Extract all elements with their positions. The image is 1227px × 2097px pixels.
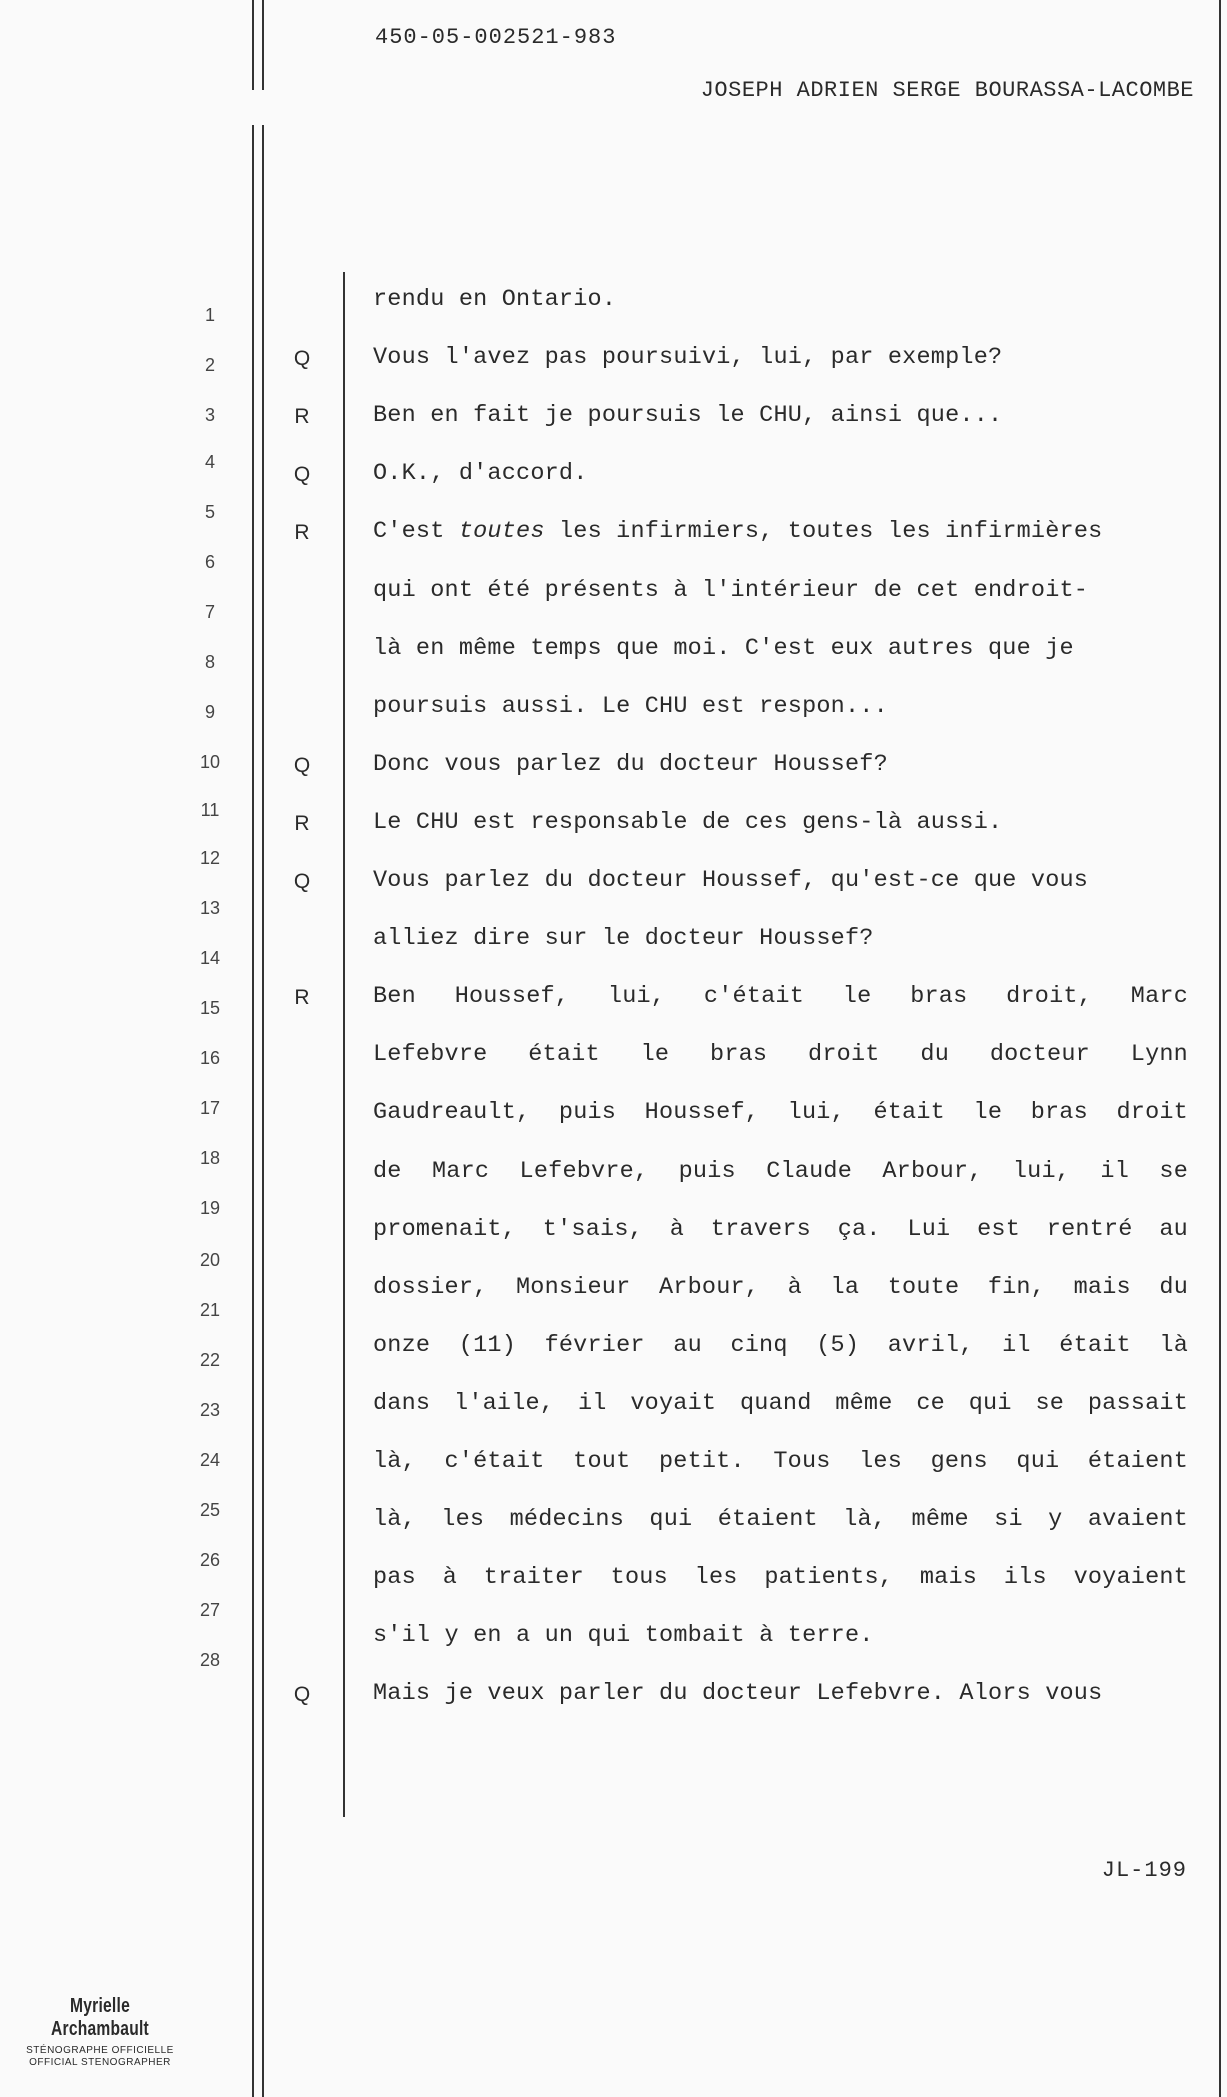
line-number: 2 [204,355,215,375]
transcript-line: poursuis aussi. Le CHU est respon... [373,693,888,720]
line-number: 25 [199,1500,221,1520]
line-number: 13 [199,898,221,918]
margin-rule-left-b [262,0,264,90]
transcript-line: Vous parlez du docteur Houssef, qu'est-ce que vous [373,867,1089,894]
transcript-line: dossier, Monsieur Arbour, à la toute fin, mais du [373,1274,1188,1301]
line-number: 19 [199,1198,221,1218]
transcript-emphasis: toutes [458,518,545,545]
line-number: 3 [204,405,215,425]
line-number: 12 [199,848,221,868]
transcript-line: Vous l'avez pas poursuivi, lui, par exemple? [373,344,1003,371]
transcript-line: Donc vous parlez du docteur Houssef? [373,751,888,778]
line-number: 10 [199,752,221,772]
line-number: 1 [204,305,215,325]
line-number: 23 [199,1400,221,1420]
stenographer-stamp [0,1995,200,2068]
line-number: 17 [199,1098,221,1118]
line-number: 26 [199,1550,221,1570]
line-number: 5 [204,502,215,522]
speaker-marker: Q [293,754,311,777]
speaker-marker: R [294,521,310,544]
transcript-text: les infirmiers, toutes les infirmières [544,518,1103,545]
right-margin-rule [1219,0,1221,2097]
transcript-line: promenait, t'sais, à travers ça. Lui est rentré au [373,1216,1188,1243]
transcript-line: rendu en Ontario. [373,286,617,313]
line-number: 18 [199,1148,221,1168]
transcript-line: là, les médecins qui étaient là, même si y avaient [373,1506,1188,1533]
speaker-marker: Q [293,870,311,893]
transcript-line [373,518,1188,545]
speaker-marker: R [294,405,310,428]
transcript-line: de Marc Lefebvre, puis Claude Arbour, lui, il se [373,1158,1188,1185]
transcript-line: là en même temps que moi. C'est eux autres que je [373,635,1074,662]
transcript-line: Ben en fait je poursuis le CHU, ainsi que... [373,402,1003,429]
qr-column-rule [343,272,345,1817]
transcript-line: Lefebvre était le bras droit du docteur Lynn [373,1041,1188,1068]
line-number: 22 [199,1350,221,1370]
speaker-marker: R [294,812,310,835]
margin-rule-left-a [252,0,254,90]
line-number: 16 [199,1048,221,1068]
speaker-marker: Q [293,1683,311,1706]
witness-name: JOSEPH ADRIEN SERGE BOURASSA-LACOMBE [700,78,1194,103]
line-number: 14 [199,948,221,968]
line-number: 9 [204,702,215,722]
transcript-line: s'il y en a un qui tombait à terre. [373,1622,874,1649]
page-reference: JL-199 [1101,1858,1187,1883]
transcript-line: Le CHU est responsable de ces gens-là aussi. [373,809,1003,836]
transcript-line: onze (11) février au cinq (5) avril, il était là [373,1332,1188,1359]
case-number: 450-05-002521-983 [375,25,617,50]
line-number: 11 [200,800,220,820]
line-number: 6 [204,552,215,572]
transcript-text: C'est [373,518,459,545]
margin-rule-left-c [252,125,254,2097]
speaker-marker: R [294,986,310,1009]
transcript-line: qui ont été présents à l'intérieur de cet endroit- [373,577,1089,604]
transcript-line: dans l'aile, il voyait quand même ce qui se passait [373,1390,1188,1417]
line-number: 21 [199,1300,221,1320]
transcript-line: O.K., d'accord. [373,460,588,487]
margin-rule-left-d [262,125,264,2097]
transcript-line: Gaudreault, puis Houssef, lui, était le bras droit [373,1099,1188,1126]
transcript-line: pas à traiter tous les patients, mais ils voyaient [373,1564,1188,1591]
speaker-marker: Q [293,347,311,370]
line-number: 20 [199,1250,221,1270]
stenographer-title-en: OFFICIAL STENOGRAPHER [29,2057,171,2068]
stenographer-title-fr: STÉNOGRAPHE OFFICIELLE [26,2045,174,2056]
transcript-line: là, c'était tout petit. Tous les gens qui étaient [373,1448,1188,1475]
line-number: 27 [199,1600,221,1620]
transcript-line: Ben Houssef, lui, c'était le bras droit, Marc [373,983,1188,1010]
line-number: 15 [199,998,221,1018]
line-number: 8 [204,652,215,672]
line-number: 7 [204,602,215,622]
line-number: 28 [199,1650,221,1670]
transcript-line: alliez dire sur le docteur Houssef? [373,925,874,952]
stenographer-name: Myrielle Archambault [51,1995,149,2040]
speaker-marker: Q [293,463,311,486]
line-number: 4 [204,452,215,472]
transcript-line: Mais je veux parler du docteur Lefebvre. Alors vous [373,1680,1103,1707]
line-number: 24 [199,1450,221,1470]
